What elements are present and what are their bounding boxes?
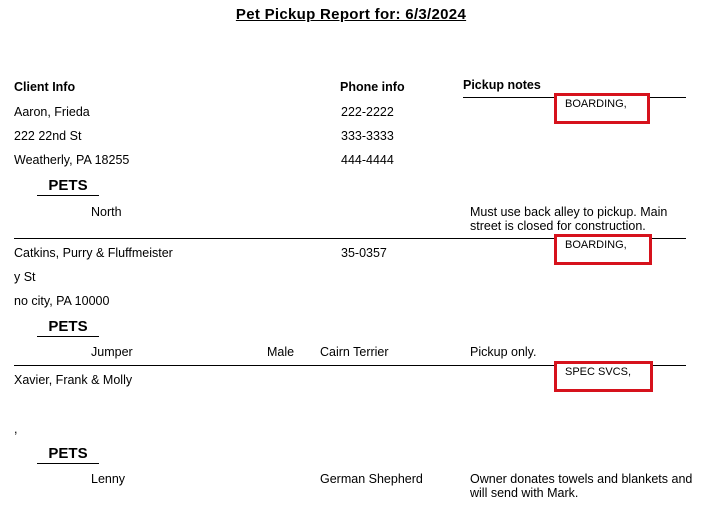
pets-heading: PETS <box>37 178 99 196</box>
column-header-phone: Phone info <box>340 80 405 94</box>
client-city-line: Weatherly, PA 18255 <box>14 153 130 167</box>
client-phone: 222-2222 <box>341 105 394 119</box>
pickup-note: Pickup only. <box>470 345 537 359</box>
client-phone: 333-3333 <box>341 129 394 143</box>
column-header-notes: Pickup notes <box>463 78 541 92</box>
service-label: SPEC SVCS, <box>565 366 632 378</box>
service-badge <box>554 93 650 124</box>
report-title: Pet Pickup Report for: 6/3/2024 <box>235 6 467 23</box>
pet-breed: German Shepherd <box>320 472 423 486</box>
pickup-note: Owner donates towels and blankets and will send with Mark. <box>470 472 693 500</box>
client-city-line: no city, PA 10000 <box>14 294 110 308</box>
client-address-line: 222 22nd St <box>14 129 82 143</box>
client-phone: 35-0357 <box>341 246 387 260</box>
client-name: Xavier, Frank & Molly <box>14 373 133 387</box>
pets-heading: PETS <box>37 319 99 337</box>
pet-breed: Cairn Terrier <box>320 345 389 359</box>
pet-name: Lenny <box>91 472 126 486</box>
service-badge <box>554 361 653 392</box>
client-address-line: , <box>14 422 18 436</box>
pickup-note: Must use back alley to pickup. Main street is closed for construction. <box>470 205 668 233</box>
client-address-line: y St <box>14 270 36 284</box>
client-name: Aaron, Frieda <box>14 105 90 119</box>
pet-name: North <box>91 205 122 219</box>
pet-sex: Male <box>267 345 295 359</box>
service-label: BOARDING, <box>565 239 627 251</box>
service-badge <box>554 234 652 265</box>
client-phone: 444-4444 <box>341 153 394 167</box>
service-label: BOARDING, <box>565 98 627 110</box>
client-name: Catkins, Purry & Fluffmeister <box>14 246 173 260</box>
pet-name: Jumper <box>91 345 133 359</box>
pets-heading: PETS <box>37 446 99 464</box>
column-header-client: Client Info <box>14 80 76 94</box>
